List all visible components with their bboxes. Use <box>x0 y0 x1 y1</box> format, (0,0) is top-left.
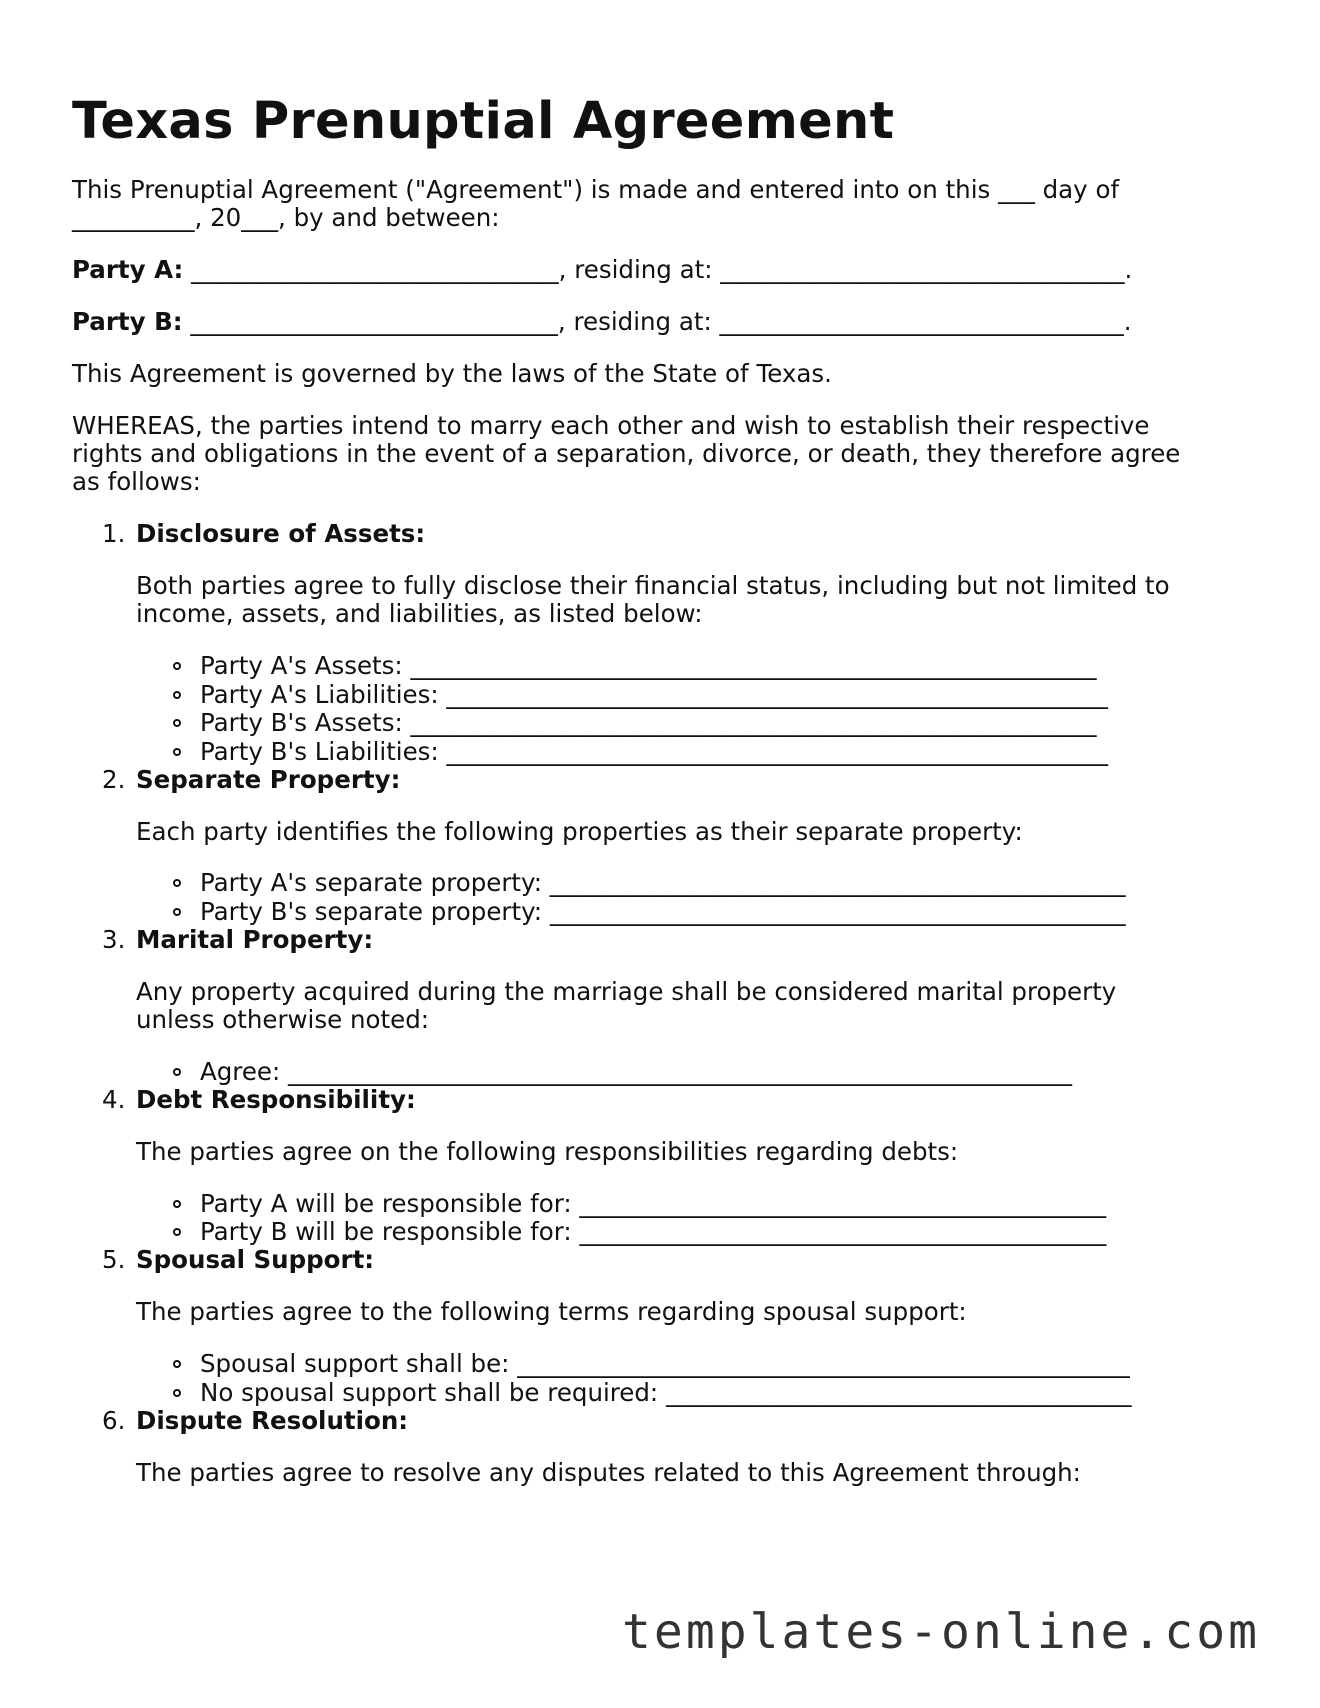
list-item <box>200 651 1096 682</box>
intro-line-2: __________, 20___, by and between: <box>72 203 500 232</box>
bullet-circle-icon <box>173 748 181 756</box>
bullet-circle-icon <box>173 1360 181 1368</box>
governing-law: This Agreement is governed by the laws of the State of Texas. <box>72 359 832 388</box>
list-item <box>200 1378 1131 1409</box>
section-title: Disclosure of Assets: <box>136 519 426 548</box>
bullet-circle-icon <box>173 1228 181 1236</box>
list-item <box>200 1217 1106 1248</box>
section-number: 5. <box>102 1245 126 1274</box>
list-item-text: Agree: ________________________________________________________________ <box>200 1057 1073 1086</box>
section-body-line: The parties agree to resolve any disputes related to this Agreement through: <box>136 1458 1081 1487</box>
list-item <box>200 1349 1130 1380</box>
section-title: Dispute Resolution: <box>136 1406 409 1435</box>
party-a-label: Party A: <box>72 255 184 284</box>
section-number: 4. <box>102 1085 126 1114</box>
watermark: templates-online.com <box>622 1604 1260 1660</box>
list-item <box>200 1189 1106 1220</box>
list-item <box>200 680 1108 711</box>
section-body-line: unless otherwise noted: <box>136 1005 429 1034</box>
section-number: 1. <box>102 519 126 548</box>
document-title: Texas Prenuptial Agreement <box>72 92 895 151</box>
section-title: Marital Property: <box>136 925 374 954</box>
list-item <box>200 737 1108 768</box>
section-heading-5 <box>102 1245 374 1276</box>
party-b-fields: ______________________________, residing at: _________________________________. <box>182 307 1132 336</box>
section-number: 3. <box>102 925 126 954</box>
list-item-text: Party A's Liabilities: ______________________________________________________ <box>200 680 1108 709</box>
section-body-line: The parties agree to the following terms regarding spousal support: <box>136 1297 967 1326</box>
party-a-fields: ______________________________, residing at: _________________________________. <box>183 255 1133 284</box>
list-item-text: Party B will be responsible for: ___________________________________________ <box>200 1217 1107 1246</box>
party-a-line <box>72 255 1132 286</box>
list-item-text: Party B's Assets: ________________________________________________________ <box>200 708 1097 737</box>
bullet-circle-icon <box>173 908 181 916</box>
section-body-line: income, assets, and liabilities, as listed below: <box>136 599 703 628</box>
section-body-line: Any property acquired during the marriage shall be considered marital property <box>136 977 1117 1006</box>
bullet-circle-icon <box>173 1389 181 1397</box>
list-item-text: Party B's Liabilities: ______________________________________________________ <box>200 737 1108 766</box>
whereas-line-1: WHEREAS, the parties intend to marry each other and wish to establish their respective <box>72 411 1150 440</box>
bullet-circle-icon <box>173 1068 181 1076</box>
section-title: Separate Property: <box>136 765 401 794</box>
bullet-circle-icon <box>173 879 181 887</box>
list-item <box>200 897 1126 928</box>
intro-line-1: This Prenuptial Agreement ("Agreement") is made and entered into on this ___ day of <box>72 175 1120 204</box>
whereas-line-3: as follows: <box>72 467 201 496</box>
list-item-text: Party A's Assets: ________________________________________________________ <box>200 651 1097 680</box>
list-item-text: No spousal support shall be required: ______________________________________ <box>200 1378 1132 1407</box>
section-number: 2. <box>102 765 126 794</box>
list-item <box>200 868 1126 899</box>
section-body-line: Each party identifies the following properties as their separate property: <box>136 817 1023 846</box>
party-b-label: Party B: <box>72 307 183 336</box>
list-item <box>200 708 1097 739</box>
bullet-circle-icon <box>173 719 181 727</box>
party-b-line <box>72 307 1132 338</box>
list-item <box>200 1057 1072 1088</box>
section-title: Debt Responsibility: <box>136 1085 416 1114</box>
list-item-text: Party A will be responsible for: ___________________________________________ <box>200 1189 1107 1218</box>
section-heading-1 <box>102 519 425 550</box>
section-heading-6 <box>102 1406 408 1437</box>
list-item-text: Party A's separate property: _______________________________________________ <box>200 868 1126 897</box>
section-body-line: The parties agree on the following responsibilities regarding debts: <box>136 1137 959 1166</box>
section-number: 6. <box>102 1406 126 1435</box>
bullet-circle-icon <box>173 662 181 670</box>
section-heading-3 <box>102 925 373 956</box>
section-heading-4 <box>102 1085 416 1116</box>
list-item-text: Spousal support shall be: __________________________________________________ <box>200 1349 1130 1378</box>
bullet-circle-icon <box>173 691 181 699</box>
section-body-line: Both parties agree to fully disclose their financial status, including but not limited to <box>136 571 1170 600</box>
list-item-text: Party B's separate property: _______________________________________________ <box>200 897 1126 926</box>
bullet-circle-icon <box>173 1200 181 1208</box>
section-heading-2 <box>102 765 400 796</box>
section-title: Spousal Support: <box>136 1245 375 1274</box>
whereas-line-2: rights and obligations in the event of a separation, divorce, or death, they therefore agree <box>72 439 1181 468</box>
